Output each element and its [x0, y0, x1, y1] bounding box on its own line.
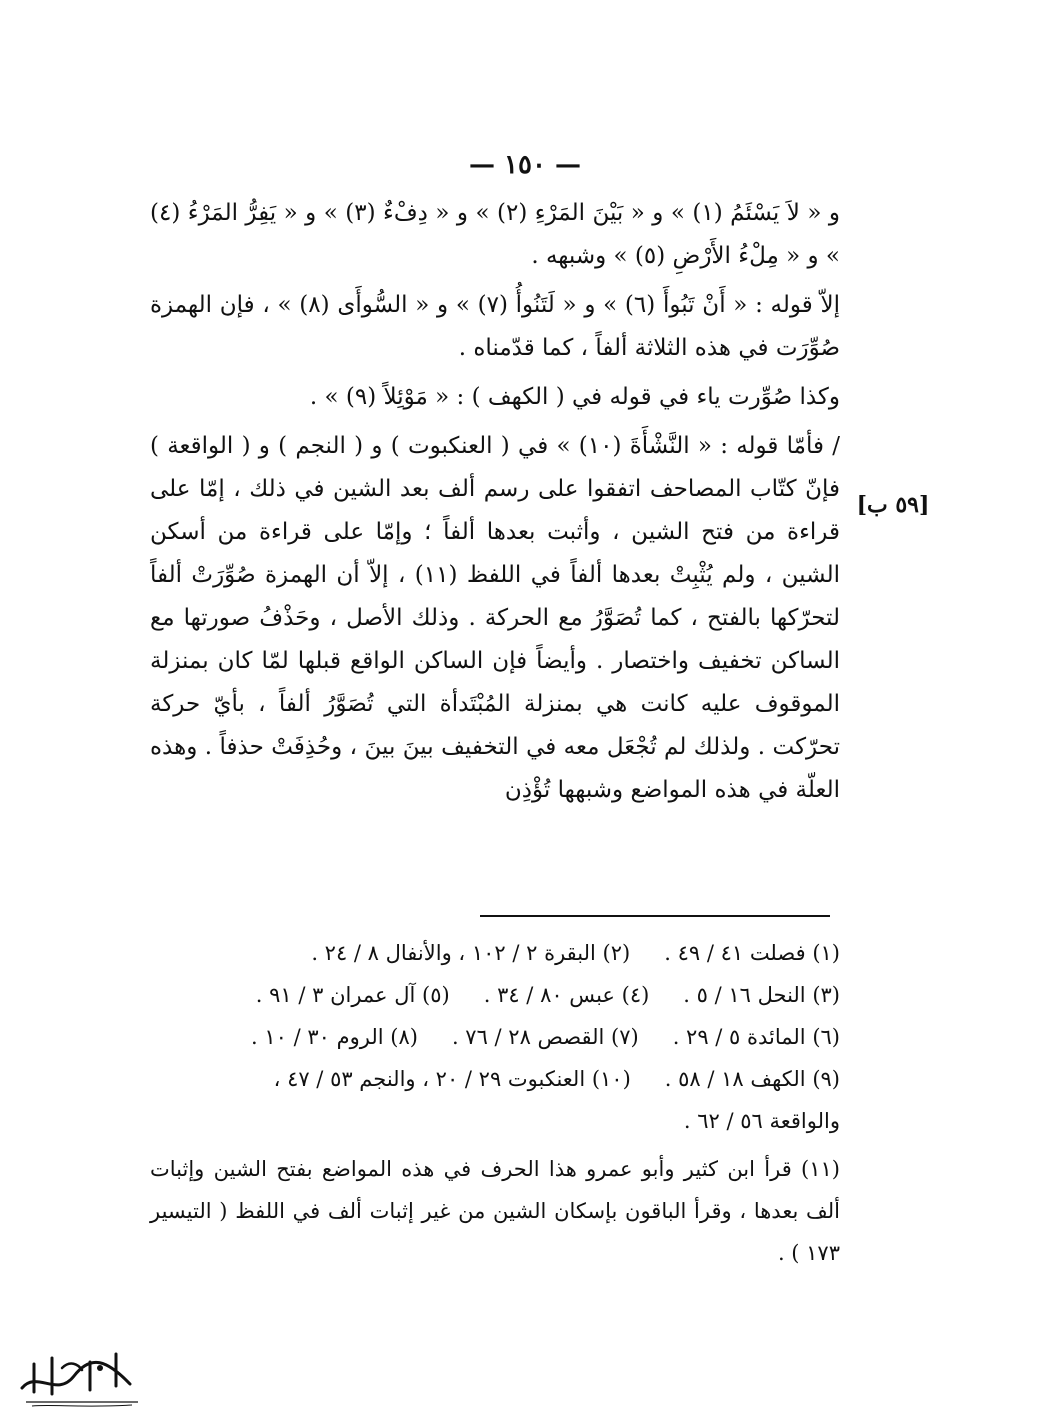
footnotes	[150, 932, 840, 1274]
footnote-9: (٩) الكهف ١٨ / ٥٨ .	[664, 1067, 840, 1091]
footnote-2: (٢) البقرة ٢ / ١٠٢ ، والأنفال ٨ / ٢٤ .	[311, 941, 631, 965]
footnote-11: (١١) قرأ ابن كثير وأبو عمرو هذا الحرف في هذه المواضع بفتح الشين وإثبات ألف بعدها ، وقرأ الباقون بإسكان الشين من غير إثبات ألف في اللفظ ( التيسير ١٧٣ ) .	[150, 1157, 840, 1265]
footnote-divider	[480, 915, 830, 917]
footnote-row	[150, 974, 840, 1016]
footnote-4: (٤) عبس ٨٠ / ٣٤ .	[483, 983, 650, 1007]
footnote-row	[150, 1016, 840, 1058]
page-number: — ١٥٠ —	[468, 150, 582, 180]
footnote-10-continued: والواقعة ٥٦ / ٦٢ .	[683, 1109, 840, 1133]
paragraph-1: و « لاَ يَسْئَمُ (١) » و « بَيْنَ المَرْءِ (٢) » و « دِفْءٌ (٣) » و « يَفِرُّ المَرْءُ (٤) » و « مِلْءُ الأَرْضِ (٥) » وشبهه .	[150, 200, 841, 269]
paragraph-2: إلاّ قوله : « أَنْ تَبُوأَ (٦) » و « لَتَنُوأُ (٧) » و « السُّوأَى (٨) » ، فإن الهمزة صُوِّرَت في هذه الثلاثة ألفاً ، كما قدّمناه .	[150, 292, 840, 361]
footnote-1: (١) فصلت ٤١ / ٤٩ .	[664, 941, 840, 965]
folio-margin-note: [٥٩ ب]	[856, 492, 930, 518]
footnote-5: (٥) آل عمران ٣ / ٩١ .	[255, 983, 450, 1007]
footnote-row	[150, 1100, 840, 1142]
footnote-3: (٣) النحل ١٦ / ٥ .	[683, 983, 840, 1007]
footnote-row	[150, 1058, 840, 1100]
footnote-row	[150, 932, 840, 974]
footnote-6: (٦) المائدة ٥ / ٢٩ .	[672, 1025, 840, 1049]
paragraph-3: وكذا صُوِّرت ياء في قوله في ( الكهف ) : « مَوْئِلاً (٩) » .	[309, 384, 840, 410]
paragraph-4: / فأمّا قوله : « النَّشْأَةَ (١٠) » في ( العنكبوت ) و ( النجم ) و ( الواقعة ) فإنّ كتّاب المصاحف اتفقوا على رسم ألف بعد الشين في ذلك ، إمّا على قراءة من فتح الشين ، وأثبت بعدها ألفاً ؛ وإمّا على قراءة من أسكن الشين ، ولم يُثْبِتْ بعدها ألفاً في اللفظ (١١) ، إلاّ أن الهمزة صُوِّرَتْ ألفاً لتحرّكها بالفتح ، كما تُصَوَّرُ مع الحركة . وذلك الأصل ، وحَذْفُ صورتها مع الساكن تخفيف واختصار . وأيضاً فإن الساكن الواقع قبلها لمّا كان بمنزلة الموقوف عليه كانت هي بمنزلة المُبْتَدأة التي تُصَوَّرُ ألفاً ، بأيّ حركة تحرّكت . ولذلك لم تُجْعَل معه في التخفيف بينَ بينَ ، وحُذِفَتْ حذفاً . وهذه العلّة في هذه المواضع وشبهها تُؤْذِن	[150, 433, 841, 803]
calligraphy-stamp-icon	[12, 1340, 152, 1412]
main-text	[150, 192, 840, 812]
footnote-7: (٧) القصص ٢٨ / ٧٦ .	[451, 1025, 639, 1049]
footnote-8: (٨) الروم ٣٠ / ١٠ .	[251, 1025, 418, 1049]
footnote-10: (١٠) العنكبوت ٢٩ / ٢٠ ، والنجم ٥٣ / ٤٧ ،	[273, 1067, 631, 1091]
